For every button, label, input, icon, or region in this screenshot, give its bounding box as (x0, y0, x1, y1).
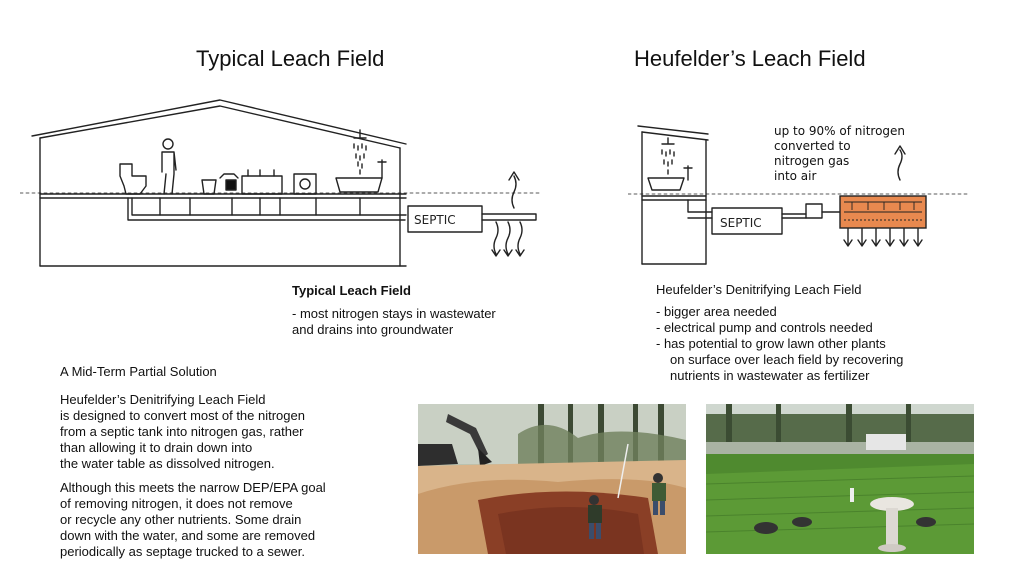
paragraph-line: Although this meets the narrow DEP/EPA goal (60, 480, 326, 495)
caption-left-body (292, 306, 496, 338)
paragraph-line: than allowing it to drain down into (60, 440, 253, 455)
lawn-photo (706, 404, 974, 554)
annotation-line: into air (774, 169, 817, 183)
septic-label-right: SEPTIC (720, 216, 762, 230)
caption-line: - electrical pump and controls needed (656, 320, 873, 335)
title-typical-leach-field: Typical Leach Field (196, 46, 385, 71)
caption-line: on surface over leach field by recovering (670, 352, 904, 367)
paragraph-line: from a septic tank into nitrogen gas, rather (60, 424, 304, 439)
caption-line: nutrients in wastewater as fertilizer (670, 368, 870, 383)
solution-paragraph-2 (60, 480, 326, 560)
paragraph-line: is designed to convert most of the nitrogen (60, 408, 305, 423)
paragraph-line: down with the water, and some are removed (60, 528, 316, 543)
paragraph-line: or recycle any other nutrients. Some drain (60, 512, 302, 527)
nitrogen-annotation (774, 124, 905, 184)
solution-paragraph-1 (60, 392, 305, 472)
caption-right-body (656, 304, 903, 384)
excavation-photo (418, 404, 686, 554)
septic-label-left: SEPTIC (414, 213, 456, 227)
caption-left-title: Typical Leach Field (292, 283, 411, 298)
title-heufelder-leach-field: Heufelder’s Leach Field (634, 46, 866, 71)
caption-right-title: Heufelder’s Denitrifying Leach Field (656, 282, 862, 297)
annotation-line: up to 90% of nitrogen (774, 124, 906, 138)
annotation-line: converted to (774, 139, 851, 153)
paragraph-line: Heufelder’s Denitrifying Leach Field (60, 392, 266, 407)
paragraph-line: periodically as septage trucked to a sewer. (60, 544, 305, 559)
caption-line: - most nitrogen stays in wastewater (292, 306, 496, 321)
caption-line: - has potential to grow lawn other plants (656, 336, 886, 351)
typical-leach-field-diagram (20, 90, 560, 270)
annotation-line: nitrogen gas (774, 154, 850, 168)
caption-line: - bigger area needed (656, 304, 777, 319)
solution-heading: A Mid-Term Partial Solution (60, 364, 217, 379)
paragraph-line: the water table as dissolved nitrogen. (60, 456, 275, 471)
caption-line: and drains into groundwater (292, 322, 454, 337)
paragraph-line: of removing nitrogen, it does not remove (60, 496, 293, 511)
